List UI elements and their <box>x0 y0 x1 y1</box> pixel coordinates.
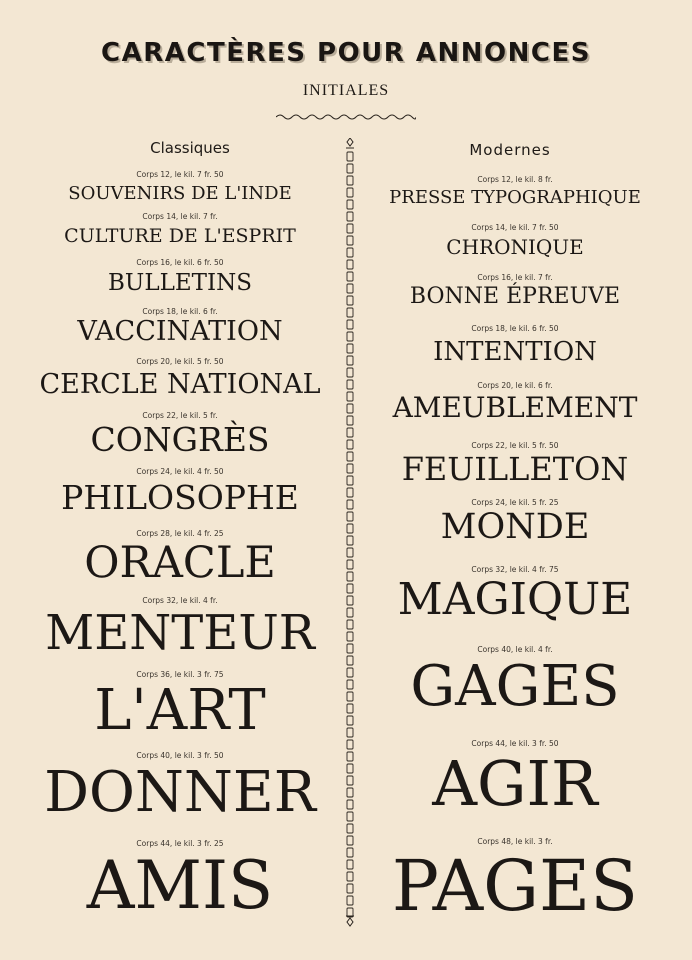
chain-link <box>347 164 353 173</box>
chain-link <box>347 860 353 869</box>
specimen-word: PHILOSOPHE <box>61 478 299 517</box>
chain-link <box>347 260 353 269</box>
divider-top-ornament <box>346 138 354 148</box>
chain-link <box>347 416 353 425</box>
type-spec: Corps 40, le kil. 3 fr. 50 <box>136 751 224 760</box>
chain-link <box>347 380 353 389</box>
chain-link <box>347 872 353 881</box>
specimen-word: AMIS <box>86 847 274 924</box>
specimen-word: MAGIQUE <box>397 574 633 625</box>
chain-link <box>347 152 353 161</box>
chain-link <box>347 284 353 293</box>
specimen-word: VACCINATION <box>77 316 283 347</box>
chain-link <box>347 896 353 905</box>
specimen-word: BULLETINS <box>108 270 252 296</box>
specimen-word: L'ART <box>94 678 266 743</box>
chain-link <box>347 776 353 785</box>
chain-link <box>347 536 353 545</box>
chain-link <box>347 644 353 653</box>
type-spec: Corps 40, le kil. 4 fr. <box>477 645 553 654</box>
page-title: CARACTÈRES POUR ANNONCES <box>101 38 591 68</box>
specimen-word: AMEUBLEMENT <box>392 391 638 424</box>
page-subtitle: INITIALES <box>302 82 390 99</box>
chain-link <box>347 692 353 701</box>
chain-link <box>347 752 353 761</box>
specimen-word: CONGRÈS <box>90 420 270 459</box>
chain-link <box>347 572 353 581</box>
type-spec: Corps 36, le kil. 3 fr. 75 <box>136 670 224 679</box>
chain-link <box>347 824 353 833</box>
chain-link <box>347 308 353 317</box>
chain-link <box>347 404 353 413</box>
chain-link <box>347 188 353 197</box>
chain-link <box>347 464 353 473</box>
chain-link <box>347 296 353 305</box>
chain-link <box>347 452 353 461</box>
chain-link <box>347 368 353 377</box>
type-spec: Corps 22, le kil. 5 fr. <box>142 411 218 420</box>
chain-link <box>347 800 353 809</box>
specimen-word: CERCLE NATIONAL <box>39 369 321 400</box>
type-spec: Corps 44, le kil. 3 fr. 50 <box>471 739 559 748</box>
type-spec: Corps 16, le kil. 7 fr. <box>477 273 553 282</box>
chain-link <box>347 656 353 665</box>
chain-link <box>347 428 353 437</box>
type-spec: Corps 12, le kil. 7 fr. 50 <box>136 170 224 179</box>
chain-link <box>347 812 353 821</box>
specimen-word: SOUVENIRS DE L'INDE <box>68 183 292 204</box>
chain-divider-ornament <box>342 138 358 928</box>
chain-link <box>347 620 353 629</box>
wavy-rule-ornament <box>276 112 416 122</box>
specimen-word: CULTURE DE L'ESPRIT <box>64 225 296 247</box>
specimen-word: GAGES <box>410 654 620 719</box>
specimen-word: PRESSE TYPOGRAPHIQUE <box>389 187 641 208</box>
chain-link <box>347 728 353 737</box>
chain-link <box>347 356 353 365</box>
divider-bottom-ornament <box>346 916 354 926</box>
specimen-word: CHRONIQUE <box>446 235 584 259</box>
chain-link <box>347 212 353 221</box>
chain-link <box>347 788 353 797</box>
type-spec: Corps 12, le kil. 8 fr. <box>477 175 553 184</box>
type-spec: Corps 28, le kil. 4 fr. 25 <box>136 529 224 538</box>
chain-link <box>347 476 353 485</box>
chain-link <box>347 440 353 449</box>
type-spec: Corps 32, le kil. 4 fr. 75 <box>471 565 559 574</box>
chain-link <box>347 764 353 773</box>
chain-link <box>347 344 353 353</box>
chain-link <box>347 668 353 677</box>
type-spec: Corps 20, le kil. 5 fr. 50 <box>136 357 224 366</box>
left-column-heading: Classiques <box>150 139 230 157</box>
specimen-word: INTENTION <box>433 337 597 367</box>
chain-link <box>347 596 353 605</box>
type-spec: Corps 18, le kil. 6 fr. 50 <box>471 324 559 333</box>
specimen-word: AGIR <box>432 747 598 820</box>
chain-link <box>347 632 353 641</box>
chain-link <box>347 392 353 401</box>
chain-link <box>347 236 353 245</box>
type-spec: Corps 24, le kil. 5 fr. 25 <box>471 498 559 507</box>
specimen-word: ORACLE <box>84 538 276 588</box>
chain-link <box>347 740 353 749</box>
chain-link <box>347 848 353 857</box>
chain-link <box>347 332 353 341</box>
chain-link <box>347 488 353 497</box>
chain-link <box>347 500 353 509</box>
chain-link <box>347 524 353 533</box>
specimen-word: PAGES <box>391 845 639 927</box>
type-spec: Corps 32, le kil. 4 fr. <box>142 596 218 605</box>
chain-link <box>347 512 353 521</box>
type-spec: Corps 24, le kil. 4 fr. 50 <box>136 467 224 476</box>
type-spec: Corps 22, le kil. 5 fr. 50 <box>471 441 559 450</box>
chain-link <box>347 704 353 713</box>
type-spec: Corps 16, le kil. 6 fr. 50 <box>136 258 224 267</box>
chain-link <box>347 320 353 329</box>
type-spec: Corps 44, le kil. 3 fr. 25 <box>136 839 224 848</box>
chain-link <box>347 716 353 725</box>
type-spec: Corps 48, le kil. 3 fr. <box>477 837 553 846</box>
chain-link <box>347 884 353 893</box>
specimen-word: MONDE <box>440 507 590 547</box>
type-spec: Corps 20, le kil. 6 fr. <box>477 381 553 390</box>
specimen-word: FEUILLETON <box>401 450 629 488</box>
chain-link <box>347 224 353 233</box>
chain-link <box>347 680 353 689</box>
chain-link <box>347 548 353 557</box>
specimen-word: MENTEUR <box>45 605 315 661</box>
chain-link <box>347 248 353 257</box>
chain-link <box>347 608 353 617</box>
type-spec: Corps 18, le kil. 6 fr. <box>142 307 218 316</box>
chain-link <box>347 560 353 569</box>
type-spec: Corps 14, le kil. 7 fr. <box>142 212 218 221</box>
chain-link <box>347 836 353 845</box>
type-spec: Corps 14, le kil. 7 fr. 50 <box>471 223 559 232</box>
chain-link <box>347 176 353 185</box>
specimen-word: BONNE ÉPREUVE <box>409 284 621 309</box>
chain-link <box>347 272 353 281</box>
chain-link <box>347 584 353 593</box>
right-column-heading: Modernes <box>469 141 551 159</box>
chain-link <box>347 200 353 209</box>
specimen-word: DONNER <box>44 760 316 825</box>
